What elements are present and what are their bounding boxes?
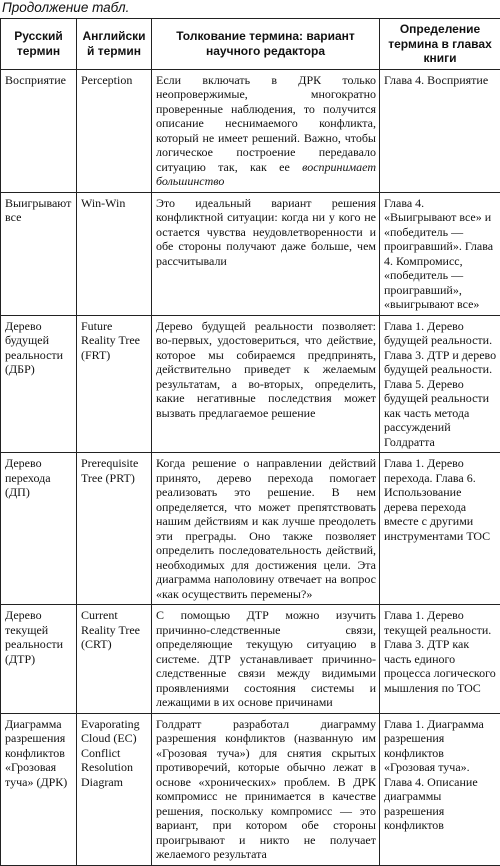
cell-english-term: Perception	[77, 69, 152, 192]
interpretation-emphasis: воспринимает большинство	[156, 160, 376, 189]
table-row	[1, 605, 500, 714]
cell-russian-term: Дерево будущей реальности (ДБР)	[1, 315, 77, 453]
cell-russian-term: Дерево текущей реальности (ДТР)	[1, 605, 77, 714]
cell-english-term: Prerequisite Tree (PRT)	[77, 453, 152, 605]
header-russian-term: Русский термин	[1, 19, 77, 70]
cell-english-term: Future Reality Tree (FRT)	[77, 315, 152, 453]
cell-interpretation: Дерево будущей реальности позволяет: во-первых, удостовериться, что действие, которое мы собираемся предпринять, действительно приведет к желаемым результатам, а во-вторых, определить, какие негативные последствия может вызвать предлагаемое решение	[152, 315, 380, 453]
cell-chapter-definition: Глава 1. Дерево будущей реальности. Глава 3. ДТР и дерево будущей реальности. Глава 5. Дерево будущей реальности как часть метода рассуждений Голдратта	[380, 315, 500, 453]
cell-russian-term: Дерево перехода (ДП)	[1, 453, 77, 605]
cell-interpretation: Голдратт разработал диаграмму разрешения конфликтов (названную им «Грозовая туча») для снятия скрытых противоречий, которые обычно лежат в основе «хронических» проблем. В ДРК компромисс не принимается в качестве решения, поскольку компромисс — это вариант, при котором обе стороны проигрывают и никто не получает желаемого результата	[152, 713, 380, 865]
table-row	[1, 192, 500, 315]
cell-chapter-definition: Глава 1. Диаграмма разрешения конфликтов «Грозовая туча». Глава 4. Описание диаграммы разрешения конфликтов	[380, 713, 500, 865]
cell-chapter-definition: Глава 1. Дерево перехода. Глава 6. Использование дерева перехода вместе с другими инструментами TOC	[380, 453, 500, 605]
interpretation-text: Если включать в ДРК только неопровержимые, многократно проверенные наблюдения, то получится описание неснимаемого конфликта, который не имеет решений. Важно, чтобы логическое построение передавало ситуацию так, как ее	[156, 73, 376, 174]
cell-english-term: Win-Win	[77, 192, 152, 315]
cell-english-term: Current Reality Tree (CRT)	[77, 605, 152, 714]
cell-english-term: Evaporating Cloud (EC) Conflict Resolution Diagram	[77, 713, 152, 865]
table-row	[1, 69, 500, 192]
cell-interpretation	[152, 69, 380, 192]
table-row	[1, 453, 500, 605]
cell-interpretation: С помощью ДТР можно изучить причинно-следственные связи, определяющие текущую ситуацию в системе. ДТР устанавливает причинно-следственные связи между видимыми проявлениями состояния системы и лежащими в их основе причинами	[152, 605, 380, 714]
cell-interpretation: Это идеальный вариант решения конфликтной ситуации: когда ни у кого не остается чувства неудовлетворенности и обе стороны получают даже больше, чем рассчитывали	[152, 192, 380, 315]
header-interpretation: Толкование термина: вариант научного редактора	[152, 19, 380, 70]
header-row	[1, 19, 500, 70]
cell-chapter-definition: Глава 1. Дерево текущей реальности. Глава 3. ДТР как часть единого процесса логического мышления по TOC	[380, 605, 500, 714]
terms-table	[0, 18, 500, 866]
cell-chapter-definition: Глава 4. «Выигрывают все» и «победитель — проигравший». Глава 4. Компромисс, «победитель — проигравший», «выигрывают все»	[380, 192, 500, 315]
cell-chapter-definition: Глава 4. Восприятие	[380, 69, 500, 192]
cell-russian-term: Восприятие	[1, 69, 77, 192]
header-english-term: Английский термин	[77, 19, 152, 70]
header-chapter-definition: Определение термина в главах книги	[380, 19, 500, 70]
cell-russian-term: Диаграмма разрешения конфликтов «Грозовая туча» (ДРК)	[1, 713, 77, 865]
table-row	[1, 713, 500, 865]
cell-interpretation: Когда решение о направлении действий принято, дерево перехода помогает реализовать это решение. В нем определяется, что может препятствовать нашим действиям и как лучше преодолеть эти преграды. Оно также позволяет определить последовательность действий, необходимых для достижения цели. Эта диаграмма наполовину отвечает на вопрос «как осуществить перемены?»	[152, 453, 380, 605]
table-caption: Продолжение табл.	[2, 0, 129, 16]
table-row	[1, 315, 500, 453]
cell-russian-term: Выигрывают все	[1, 192, 77, 315]
